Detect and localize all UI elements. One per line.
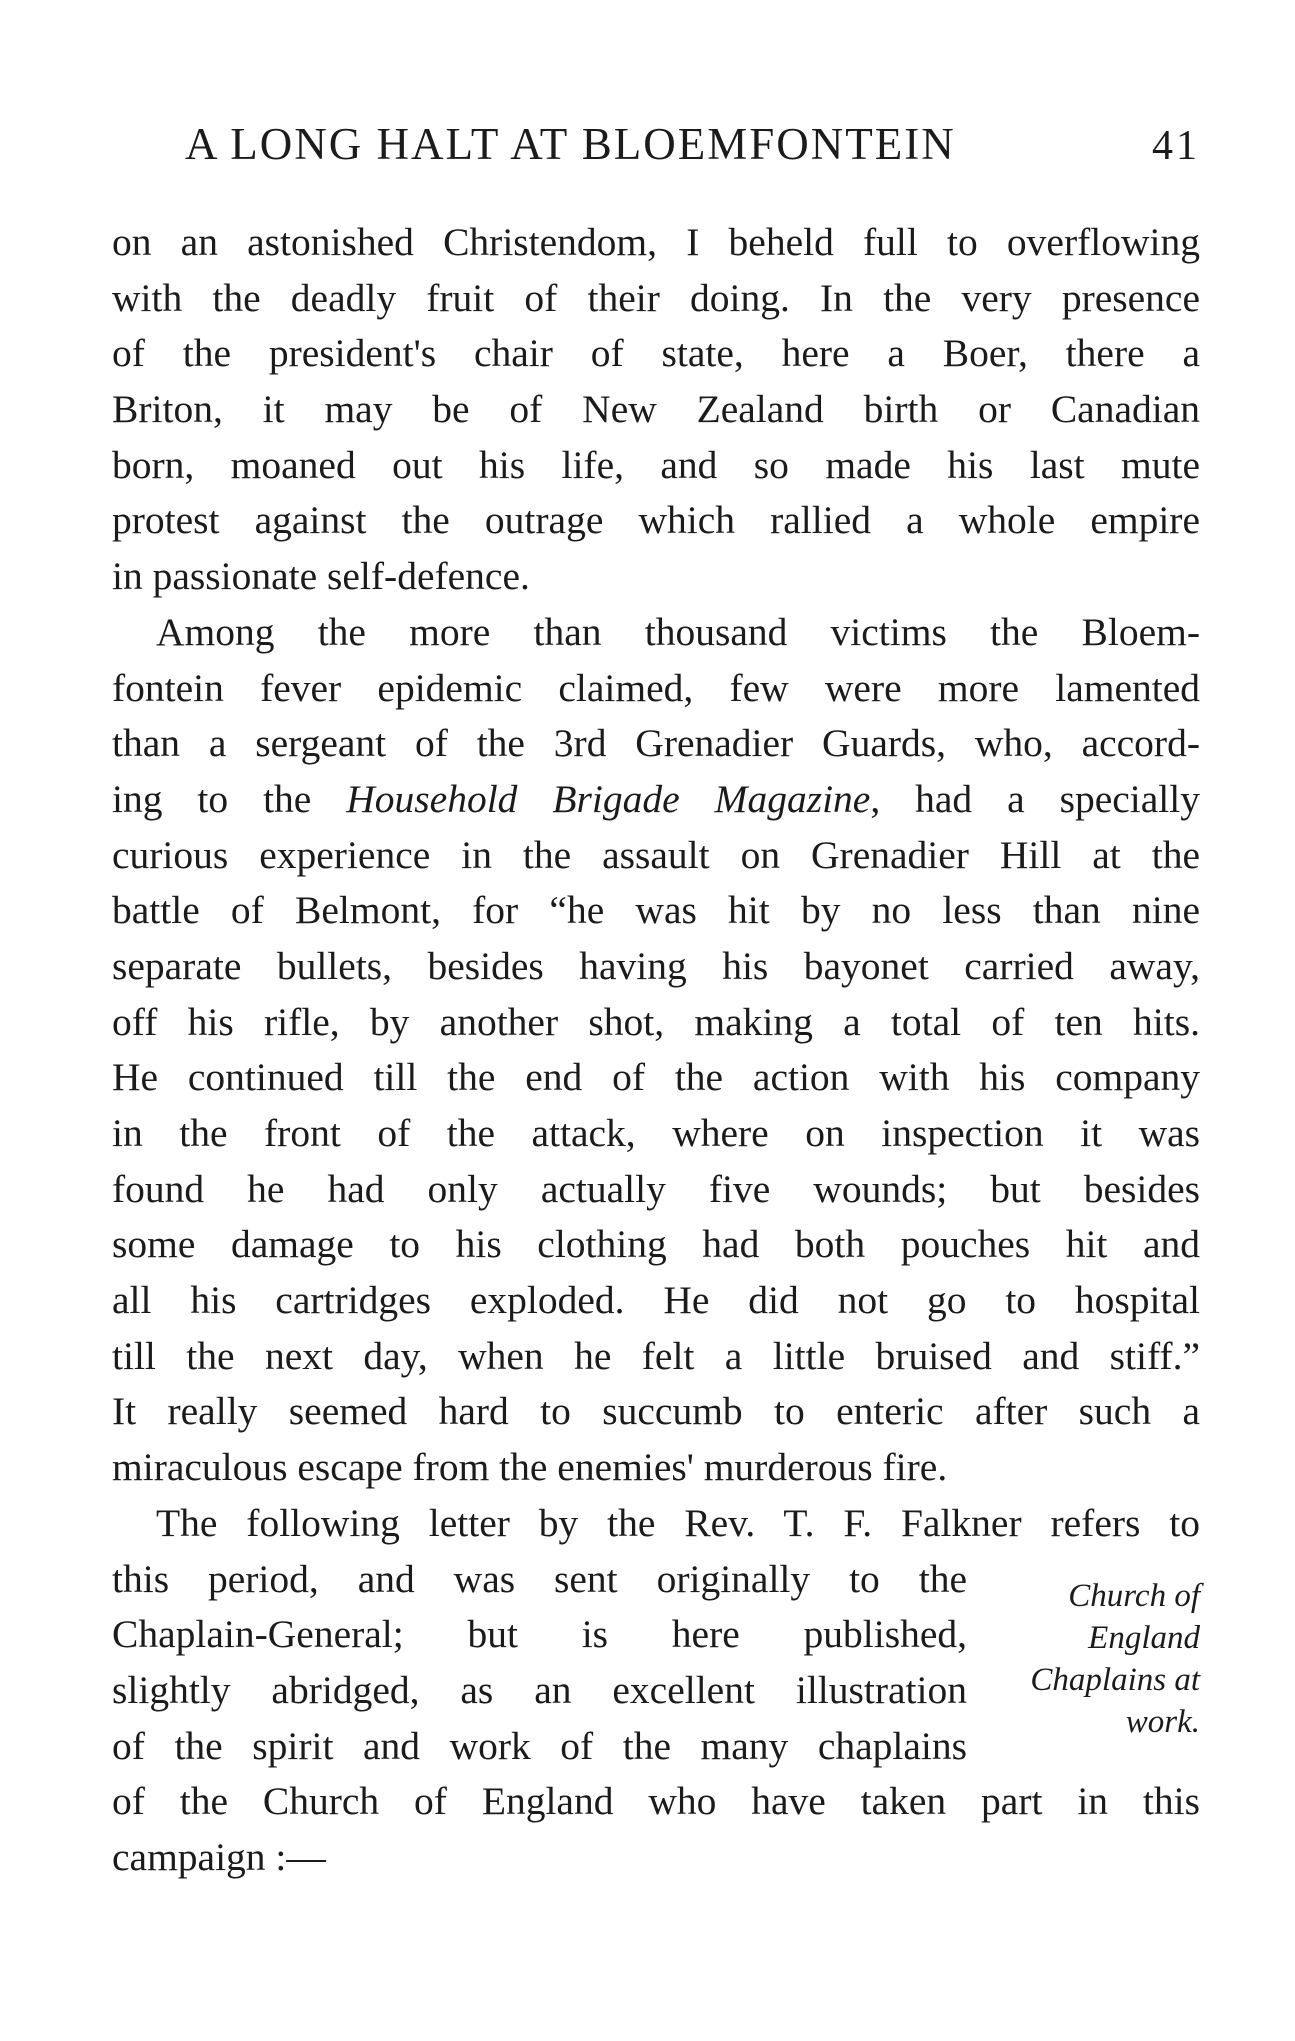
- text-line: found he had only actually five wounds; but besides: [112, 1166, 1200, 1211]
- text-fragment: , had a specially: [870, 776, 1200, 821]
- text-line: He continued till the end of the action with his company: [112, 1055, 1200, 1100]
- margin-sidenote: [992, 1575, 1200, 1743]
- text-line: of the Church of England who have taken part in this: [112, 1779, 1200, 1824]
- text-line-with-title: [112, 772, 1200, 828]
- text-line: battle of Belmont, for “he was hit by no less than nine: [112, 888, 1200, 933]
- text-line: curious experience in the assault on Grenadier Hill at the: [112, 832, 1200, 877]
- sidenote-line: work.: [1125, 1704, 1200, 1740]
- text-line: this period, and was sent originally to the: [112, 1556, 967, 1601]
- text-line: Briton, it may be of New Zealand birth or Canadian: [112, 387, 1200, 432]
- text-fragment: ing to the: [112, 776, 312, 821]
- text-line: in passionate self-defence.: [112, 554, 530, 599]
- text-line: miraculous escape from the enemies' murderous fire.: [112, 1445, 948, 1490]
- text-line: Chaplain-General; but is here published,: [112, 1612, 967, 1657]
- text-line: than a sergeant of the 3rd Grenadier Guards, who, accord-: [112, 721, 1200, 766]
- magazine-title: Household Brigade Magazine: [346, 776, 871, 821]
- page-number: 41: [1152, 123, 1200, 169]
- text-line: some damage to his clothing had both pouches hit and: [112, 1222, 1200, 1267]
- text-line: on an astonished Christendom, I beheld full to overflowing: [112, 220, 1200, 264]
- text-line: It really seemed hard to succumb to enteric after such a: [112, 1389, 1200, 1434]
- text-line: protest against the outrage which rallied a whole empire: [112, 498, 1200, 543]
- text-line: off his rifle, by another shot, making a total of ten hits.: [112, 999, 1200, 1044]
- text-line: with the deadly fruit of their doing. In the very presence: [112, 275, 1200, 320]
- page-header: [112, 118, 1200, 178]
- text-line: of the spirit and work of the many chaplains: [112, 1723, 967, 1768]
- text-line: slightly abridged, as an excellent illustration: [112, 1667, 967, 1712]
- text-line: Among the more than thousand victims the Bloem-: [156, 609, 1200, 654]
- text-line: The following letter by the Rev. T. F. Falkner refers to: [156, 1500, 1200, 1545]
- text-line: in the front of the attack, where on inspection it was: [112, 1111, 1200, 1155]
- sidenote-line: Chaplains at: [1030, 1662, 1200, 1698]
- running-head: A LONG HALT AT BLOEMFONTEIN: [185, 119, 956, 169]
- text-line: till the next day, when he felt a little bruised and stiff.”: [112, 1333, 1200, 1378]
- sidenote-line: England: [1088, 1620, 1200, 1656]
- text-line: born, moaned out his life, and so made his last mute: [112, 442, 1200, 487]
- sidenote-line: Church of: [1068, 1578, 1200, 1614]
- text-line: campaign :—: [112, 1834, 326, 1879]
- text-line: separate bullets, besides having his bayonet carried away,: [112, 943, 1200, 988]
- text-line: fontein fever epidemic claimed, few were more lamented: [112, 665, 1200, 710]
- text-line: of the president's chair of state, here a Boer, there a: [112, 331, 1200, 376]
- text-line: all his cartridges exploded. He did not go to hospital: [112, 1278, 1200, 1323]
